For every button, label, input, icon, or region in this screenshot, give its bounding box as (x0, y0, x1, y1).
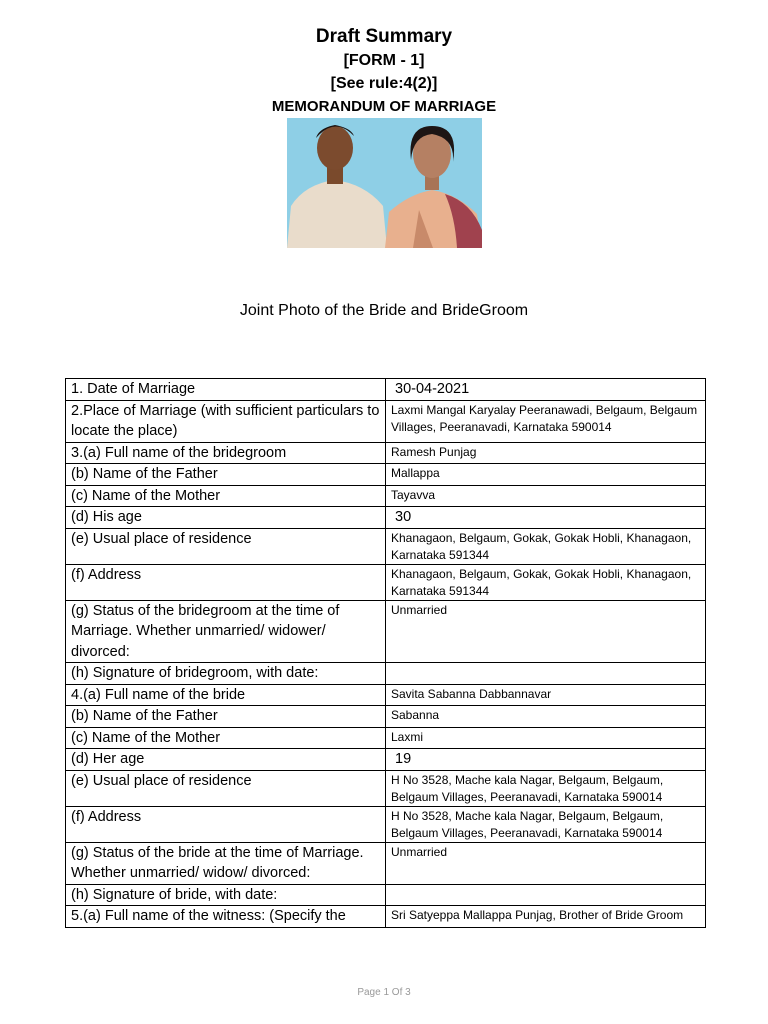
table-row (66, 507, 706, 529)
table-row (66, 528, 706, 564)
table-row (66, 485, 706, 507)
row-value: Savita Sabanna Dabbannavar (386, 684, 706, 706)
page-number: Page 1 Of 3 (357, 987, 411, 998)
row-label: (f) Address (66, 806, 386, 842)
row-label: (b) Name of the Father (66, 464, 386, 486)
table-row (66, 806, 706, 842)
table-row (66, 749, 706, 771)
joint-photo (287, 118, 482, 248)
row-value: 30 (386, 507, 706, 529)
row-label: (c) Name of the Mother (66, 485, 386, 507)
table-row (66, 684, 706, 706)
table-row (66, 600, 706, 663)
row-value (386, 663, 706, 685)
document-title: Draft Summary (315, 26, 453, 47)
table-row (66, 564, 706, 600)
row-value (386, 884, 706, 906)
row-label: (b) Name of the Father (66, 706, 386, 728)
row-label: (c) Name of the Mother (66, 727, 386, 749)
row-value: Laxmi Mangal Karyalay Peeranawadi, Belgaum, Belgaum Villages, Peeranavadi, Karnataka 590014 (386, 400, 706, 442)
table-row (66, 770, 706, 806)
row-value: Laxmi (386, 727, 706, 749)
row-label: (e) Usual place of residence (66, 528, 386, 564)
row-label: (e) Usual place of residence (66, 770, 386, 806)
form-number: [FORM - 1] (343, 52, 425, 69)
row-label: 5.(a) Full name of the witness: (Specify the (66, 906, 386, 928)
row-label: 1. Date of Marriage (66, 379, 386, 401)
row-label: 4.(a) Full name of the bride (66, 684, 386, 706)
table-row (66, 884, 706, 906)
row-label: (h) Signature of bridegroom, with date: (66, 663, 386, 685)
row-label: (f) Address (66, 564, 386, 600)
row-value: Khanagaon, Belgaum, Gokak, Gokak Hobli, Khanagaon, Karnataka 591344 (386, 564, 706, 600)
table-row (66, 906, 706, 928)
table-row (66, 727, 706, 749)
row-value: Tayavva (386, 485, 706, 507)
row-label: 2.Place of Marriage (with sufficient particulars to locate the place) (66, 400, 386, 442)
row-value: Sabanna (386, 706, 706, 728)
table-row (66, 379, 706, 401)
row-label: 3.(a) Full name of the bridegroom (66, 442, 386, 464)
row-value: Sri Satyeppa Mallappa Punjag, Brother of Bride Groom (386, 906, 706, 928)
table-row (66, 842, 706, 884)
row-label: (g) Status of the bridegroom at the time of Marriage. Whether unmarried/ widower/ divorced: (66, 600, 386, 663)
row-value: 19 (386, 749, 706, 771)
table-row (66, 706, 706, 728)
row-value: Mallappa (386, 464, 706, 486)
row-value: H No 3528, Mache kala Nagar, Belgaum, Belgaum, Belgaum Villages, Peeranavadi, Karnataka 590014 (386, 770, 706, 806)
table-row (66, 663, 706, 685)
row-label: (d) His age (66, 507, 386, 529)
row-value: Unmarried (386, 600, 706, 663)
row-value: H No 3528, Mache kala Nagar, Belgaum, Belgaum, Belgaum Villages, Peeranavadi, Karnataka 590014 (386, 806, 706, 842)
photo-caption: Joint Photo of the Bride and BrideGroom (239, 302, 529, 319)
memorandum-table (65, 378, 706, 928)
memorandum-heading: MEMORANDUM OF MARRIAGE (271, 98, 497, 115)
row-value: 30-04-2021 (386, 379, 706, 401)
table-row (66, 464, 706, 486)
row-label: (g) Status of the bride at the time of Marriage. Whether unmarried/ widow/ divorced: (66, 842, 386, 884)
rule-reference: [See rule:4(2)] (330, 75, 438, 92)
row-label: (h) Signature of bride, with date: (66, 884, 386, 906)
row-value: Unmarried (386, 842, 706, 884)
row-value: Ramesh Punjag (386, 442, 706, 464)
row-value: Khanagaon, Belgaum, Gokak, Gokak Hobli, Khanagaon, Karnataka 591344 (386, 528, 706, 564)
table-row (66, 442, 706, 464)
row-label: (d) Her age (66, 749, 386, 771)
table-row (66, 400, 706, 442)
